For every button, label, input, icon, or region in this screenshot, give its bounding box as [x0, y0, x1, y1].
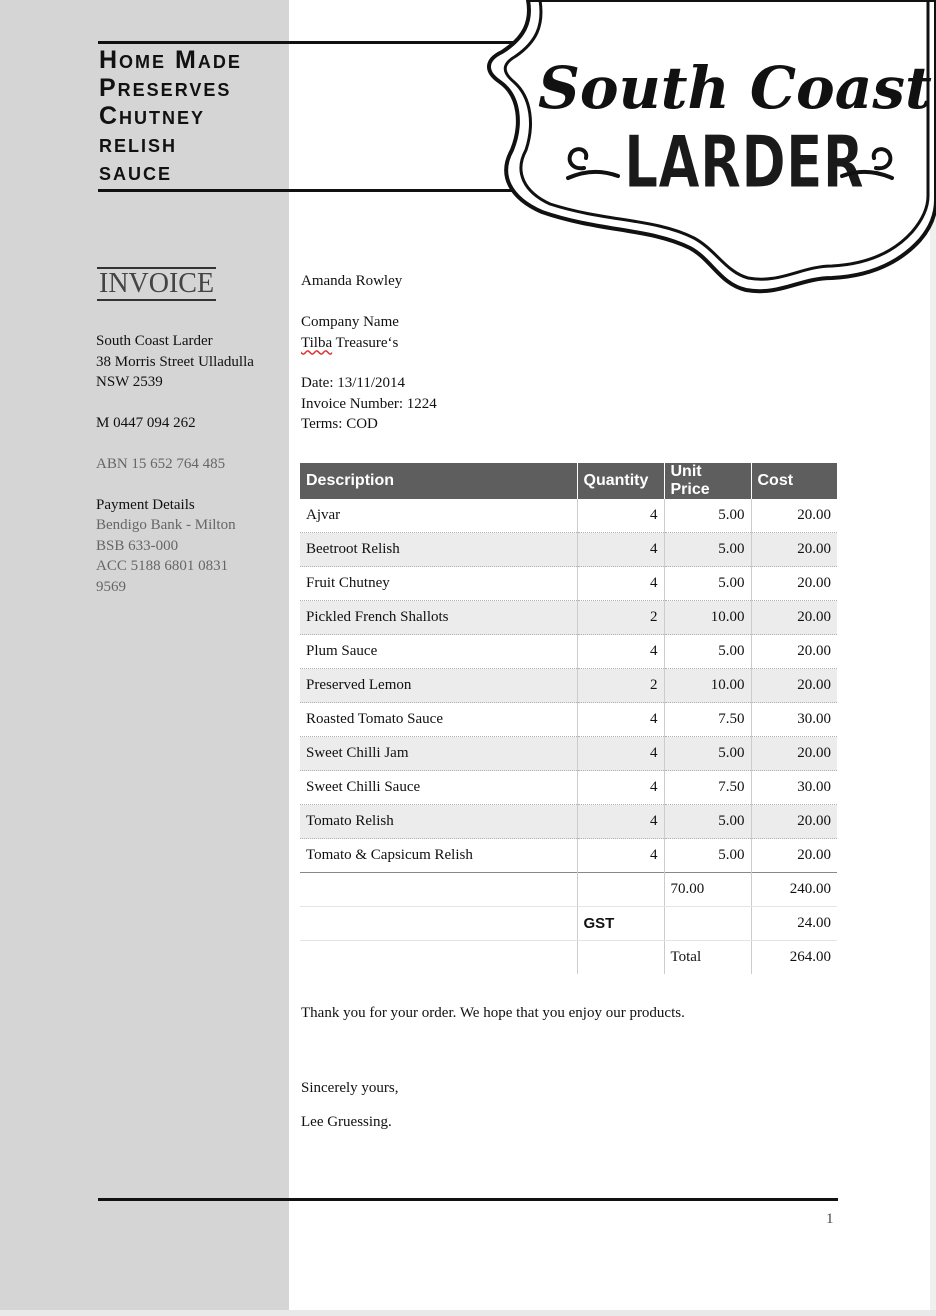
sign-off: Sincerely yours,	[301, 1080, 399, 1096]
item-cost: 20.00	[751, 499, 837, 533]
tagline-line: sauce	[99, 158, 173, 186]
item-description: Roasted Tomato Sauce	[300, 703, 577, 737]
item-cost: 20.00	[751, 839, 837, 873]
item-unit-price: 10.00	[664, 669, 751, 703]
item-quantity: 4	[577, 771, 664, 805]
payment-details-heading: Payment Details	[96, 497, 195, 513]
item-description: Tomato Relish	[300, 805, 577, 839]
item-unit-price: 5.00	[664, 567, 751, 601]
table-row	[300, 635, 837, 669]
item-description: Preserved Lemon	[300, 669, 577, 703]
recipient-name: Amanda Rowley	[301, 273, 403, 289]
item-cost: 30.00	[751, 771, 837, 805]
company-name-word: Tilba	[301, 334, 333, 351]
total-label: Total	[664, 941, 751, 975]
item-cost: 20.00	[751, 669, 837, 703]
tagline-line: relish	[99, 130, 178, 158]
item-unit-price: 5.00	[664, 499, 751, 533]
item-description: Sweet Chilli Sauce	[300, 771, 577, 805]
company-name-rest: Treasure‘s	[332, 334, 399, 351]
table-row	[300, 805, 837, 839]
logo-script-text: South Coast	[538, 54, 932, 122]
table-row	[300, 533, 837, 567]
column-header: Cost	[751, 463, 837, 499]
item-description: Plum Sauce	[300, 635, 577, 669]
page-bottom-edge	[0, 1310, 936, 1316]
table-row	[300, 669, 837, 703]
thank-you-message: Thank you for your order. We hope that you enjoy our products.	[301, 1005, 685, 1021]
item-unit-price: 7.50	[664, 771, 751, 805]
header-rule-top	[98, 41, 538, 44]
brand-tagline	[99, 46, 242, 186]
table-row	[300, 703, 837, 737]
table-row	[300, 601, 837, 635]
invoice-heading: INVOICE	[99, 268, 215, 299]
header-rule-bottom	[98, 189, 518, 192]
item-unit-price: 5.00	[664, 533, 751, 567]
item-quantity: 2	[577, 669, 664, 703]
sender-mobile: M 0447 094 262	[96, 415, 196, 431]
item-unit-price: 5.00	[664, 839, 751, 873]
sidebar-panel	[0, 0, 289, 1310]
signature: Lee Gruessing.	[301, 1114, 392, 1130]
item-description: Tomato & Capsicum Relish	[300, 839, 577, 873]
sender-abn: ABN 15 652 764 485	[96, 456, 226, 472]
page-number: 1	[826, 1211, 834, 1227]
total-row	[300, 941, 837, 975]
table-row	[300, 737, 837, 771]
table-row	[300, 839, 837, 873]
column-header: Description	[300, 463, 577, 499]
gst-label: GST	[577, 907, 664, 941]
item-quantity: 4	[577, 635, 664, 669]
table-row	[300, 499, 837, 533]
company-label: Company Name	[301, 314, 399, 330]
item-unit-price: 7.50	[664, 703, 751, 737]
item-unit-price: 5.00	[664, 805, 751, 839]
item-description: Ajvar	[300, 499, 577, 533]
tagline-line: Preserves	[99, 74, 232, 102]
table-row	[300, 567, 837, 601]
gst-cost: 24.00	[751, 907, 837, 941]
item-description: Sweet Chilli Jam	[300, 737, 577, 771]
column-header: Unit Price	[664, 463, 751, 499]
item-unit-price: 5.00	[664, 737, 751, 771]
table-row	[300, 771, 837, 805]
line-items-table	[300, 463, 837, 974]
invoice-terms: Terms: COD	[301, 416, 378, 432]
item-cost: 20.00	[751, 635, 837, 669]
subtotal-unit: 70.00	[664, 873, 751, 907]
company-name	[301, 333, 399, 354]
item-cost: 20.00	[751, 737, 837, 771]
item-description: Beetroot Relish	[300, 533, 577, 567]
bank-account: ACC 5188 6801 0831	[96, 558, 229, 574]
subtotal-cost: 240.00	[751, 873, 837, 907]
item-unit-price: 5.00	[664, 635, 751, 669]
brand-logo	[480, 0, 936, 300]
sender-address	[96, 331, 254, 393]
sender-address-line: NSW 2539	[96, 374, 163, 390]
item-cost: 20.00	[751, 567, 837, 601]
item-cost: 20.00	[751, 805, 837, 839]
sender-name: South Coast Larder	[96, 333, 213, 349]
invoice-number: Invoice Number: 1224	[301, 395, 437, 412]
item-quantity: 4	[577, 737, 664, 771]
bank-account-cont: 9569	[96, 578, 126, 595]
gst-row	[300, 907, 837, 941]
item-quantity: 4	[577, 499, 664, 533]
tagline-line: Home Made	[99, 46, 242, 74]
sender-address-line: 38 Morris Street Ulladulla	[96, 353, 254, 370]
bank-name: Bendigo Bank - Milton	[96, 517, 236, 533]
item-quantity: 2	[577, 601, 664, 635]
subtotal-row	[300, 873, 837, 907]
column-header: Quantity	[577, 463, 664, 499]
total-cost: 264.00	[751, 941, 837, 975]
bank-bsb: BSB 633-000	[96, 537, 179, 554]
item-cost: 30.00	[751, 703, 837, 737]
tagline-line: Chutney	[99, 102, 206, 130]
logo-block-text: LARDER	[624, 120, 864, 204]
item-cost: 20.00	[751, 533, 837, 567]
item-cost: 20.00	[751, 601, 837, 635]
item-quantity: 4	[577, 567, 664, 601]
item-unit-price: 10.00	[664, 601, 751, 635]
item-quantity: 4	[577, 703, 664, 737]
item-quantity: 4	[577, 533, 664, 567]
item-quantity: 4	[577, 805, 664, 839]
item-description: Pickled French Shallots	[300, 601, 577, 635]
payment-details	[96, 515, 236, 597]
recipient-company	[301, 312, 399, 353]
item-quantity: 4	[577, 839, 664, 873]
footer-rule	[98, 1198, 838, 1201]
invoice-details	[301, 373, 437, 435]
table-header-row	[300, 463, 837, 499]
item-description: Fruit Chutney	[300, 567, 577, 601]
invoice-date: Date: 13/11/2014	[301, 375, 406, 391]
